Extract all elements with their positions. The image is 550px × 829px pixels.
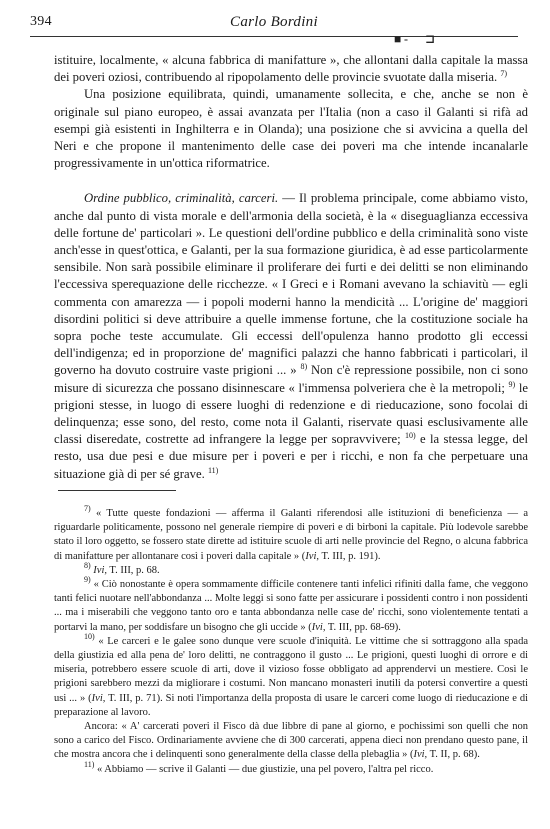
footnote xyxy=(54,720,528,763)
footnote-source: Ivi, xyxy=(413,749,428,761)
footnote-text: Ancora: « A' carcerati poveri il Fisco dà due libbre di pane al giorno, e pochissimi son quelli che non sono a carico del Fisco. Ordinariamente avviene che di 300 carcerati, appena dieci non prendano questo pane, il che mostra ancora che i delinquenti sono generalmente della classe della plebaglia » ( xyxy=(54,721,528,761)
paragraph-text: e la stessa legge, del resto, usa due pesi e due misure per i poveri e per i ricchi, e non fa che perpetuare una situazione già di per sé grave. xyxy=(54,432,528,481)
paragraph-text: — Il problema principale, come abbiamo visto, anche dal punto di vista morale e dell'armonia della società, è la « diseguaglianza eccessiva delle fortune de' particolari ». Le questioni dell'ordine pubblico e della criminalità sono viste anch'esse in quest'ottica, e Galanti, per la sua formazione giuridica, è ad esse particolarmente sensibile. Non sarà possibile eliminare il proliferare dei furti e dei delitti se non eliminando l'eccessiva sperequazione delle ricchezze. « I Greci e i Romani avevano la schiavitù — egli commenta con amarezza — i popoli moderni hanno la mendicità ... L'origine de' maggiori disordini politici si deve attribuire a quelle immense fortune, che la costituzione sociale ha sopra poche teste accumulate. Gli eccessi dell'opulenza hanno prodotto gli eccessi dell'indigenza; ed in proporzione de' magnifici palazzi che hanno fabbricati i particolari, il governo ha dovuto costruire vaste prigioni ... » xyxy=(54,191,528,378)
footnote-text: « Ciò nonostante è opera sommamente difficile contenere tanti infelici rifiniti dalla fame, che veggono tanti felici nuotare nell'abbondanza ... Molte leggi si sono fatte per assicurare i possidenti contro i non possidenti ... ma i miserabili che veggono tanto oro e tanta abbondanza nelle case de' ricchi, sono violentemente tentati a portarvi la mano, per soddisfare un bisogno che gli uccide » ( xyxy=(54,579,528,633)
header-rule xyxy=(30,36,518,37)
footnote-mark: 8) xyxy=(84,560,91,570)
footnote xyxy=(54,504,528,564)
footnote-rule xyxy=(58,490,176,491)
footnote-text: T. III, pp. 68-69). xyxy=(325,621,401,633)
footnote-mark: 9) xyxy=(84,575,91,585)
note-ref: 11) xyxy=(207,465,219,475)
main-text xyxy=(54,52,528,483)
footnote xyxy=(54,560,528,578)
ink-mark: ⊐ xyxy=(425,32,436,46)
paragraph-text: istituire, localmente, « alcuna fabbrica di manifatture », che allontani dalla capitale la massa dei poveri oziosi, contribuendo al ripopolamento delle provincie svuotate dalla miseria. xyxy=(54,53,528,85)
page-header xyxy=(30,14,518,34)
footnote-source: Ivi, xyxy=(311,621,326,633)
footnote-text: T. III, p. 71). Si noti l'importanza della proposta di usare le carceri come luogo di rieducazione e di preparazione al lavoro. xyxy=(54,692,528,718)
footnote-mark: 11) xyxy=(84,759,95,769)
note-ref: 8) xyxy=(300,362,308,372)
footnote xyxy=(54,575,528,635)
footnote-text: « Tutte queste fondazioni — afferma il Galanti riferendosi alle istituzioni di beneficienza — a riguardarle politicamente, possono nel generale riempire di poveri e di birboni la capitale. Più lodevole sarebbe stato il loro oggetto, se fossero state dirette ad istituire scuole di arti nelle provincie del Regno, o alcuna fabbrica di manifatture per allontanare così i poveri dalla capitale » ( xyxy=(54,508,528,562)
ink-mark: - xyxy=(404,32,408,46)
note-ref: 10) xyxy=(404,431,416,441)
footnote-source: Ivi, xyxy=(93,564,107,576)
footnote-source: Ivi, xyxy=(91,692,106,704)
paragraph xyxy=(54,52,528,86)
page-number: 394 xyxy=(30,14,52,29)
paragraph-text: le prigioni stesse, in luogo di essere luoghi di redenzione e di rieducazione, sono focolai di delinquenza; esse sono, del resto, come nota il Galanti, riservate quasi esclusivamente alle classi diseredate, costrette ad infrangere la legge per sopravvivere; xyxy=(54,380,528,447)
footnote-mark: 7) xyxy=(84,504,91,513)
ink-mark: ■ xyxy=(394,32,402,46)
footnote-text: T. III, p. 68. xyxy=(107,564,160,576)
footnote xyxy=(54,759,528,777)
footnote-text: « Le carceri e le galee sono dunque vere scuole d'iniquità. Le vittime che si sottraggono alla spada della giustizia ed alla pena de' loro delitti, ne contraggono il gusto ... Le prigioni, questi luoghi di orrore e di miseria, potrebbero essere scuole di arti, dove il vizioso fosse obbligato ad apprendervi un mestiere. Così le prigioni sarebbero mezzi da migliorare i costumi. Non mancano monasteri inutili da potersi convertire a questi usi ... » ( xyxy=(54,635,528,704)
note-ref: 9) xyxy=(508,379,516,389)
footnote-source: Ivi, xyxy=(305,550,320,562)
paragraph-text: Non c'è repressione possibile, non ci sono misure di sicurezza che possano disinnescare « l'immensa polveriera che è la metropoli; xyxy=(54,363,528,395)
footnote xyxy=(54,631,528,720)
note-ref: 7) xyxy=(500,69,508,79)
running-head: Carlo Bordini xyxy=(230,14,318,30)
footnote-mark: 10) xyxy=(84,631,95,641)
paragraph: Una posizione equilibrata, quindi, umanamente sollecita, e che, anche se non è originale sul piano europeo, è assai avanzata per l'Italia (non a caso il Galanti si rifà ad esempi già esistenti in Inghilterra e in Olanda); una posizione che si avvicina a quella del Neri e che propone il mantenimento delle case dei poveri ma che intende incanalarle progressivamente in un'ottica riformatrice. xyxy=(54,87,528,171)
footnote-text: « Abbiamo — scrive il Galanti — due giustizie, una pel povero, l'altra pel ricco. xyxy=(94,763,434,775)
footnote-text: T. II, p. 68). xyxy=(427,749,480,761)
footnote-text: T. III, p. 191). xyxy=(319,550,381,562)
section-heading: Ordine pubblico, criminalità, carceri. xyxy=(84,191,279,206)
footnotes xyxy=(54,504,528,777)
paragraph xyxy=(54,190,528,482)
